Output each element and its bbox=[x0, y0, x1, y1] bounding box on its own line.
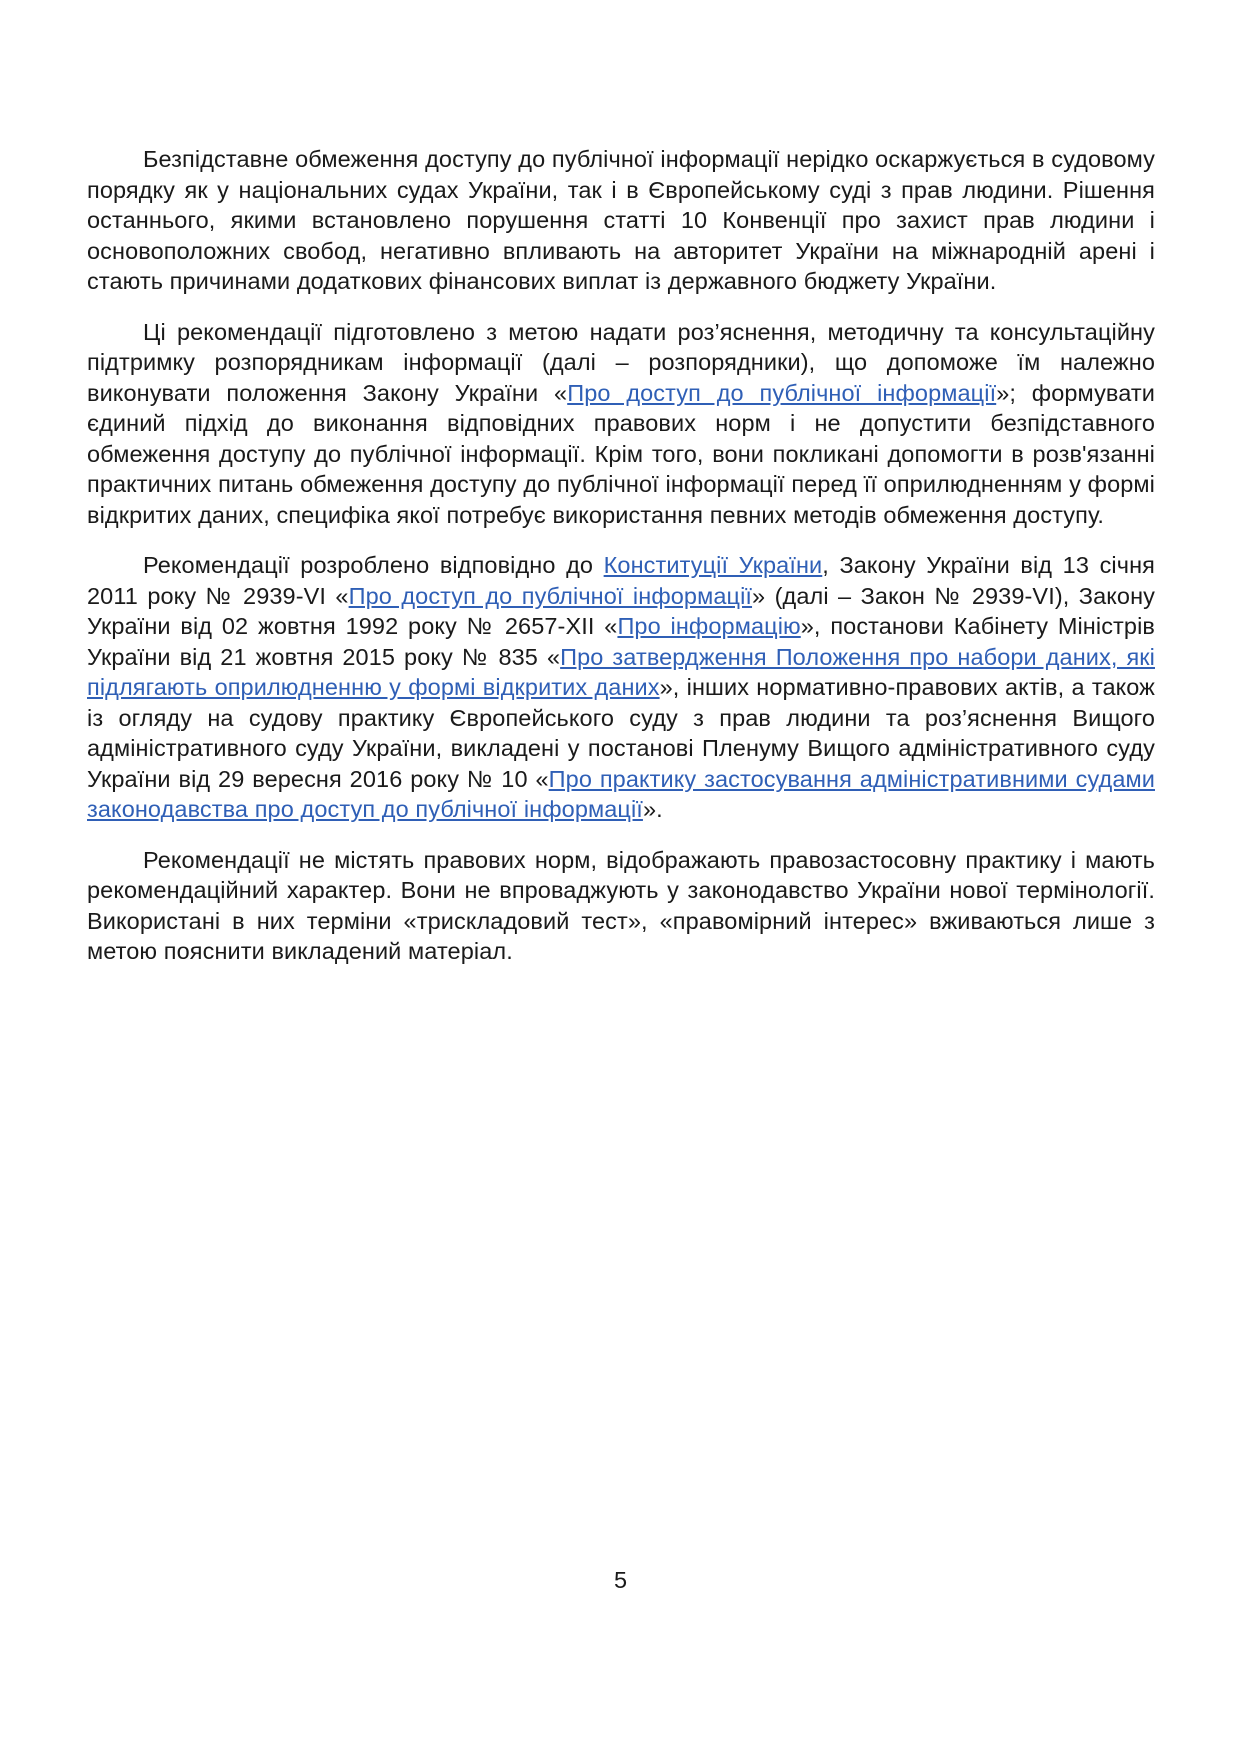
document-body bbox=[87, 144, 1155, 987]
law-link-information[interactable]: Про інформацію bbox=[617, 613, 801, 639]
paragraph-text: Рекомендації розроблено відповідно до bbox=[143, 552, 604, 578]
paragraph-3 bbox=[87, 550, 1155, 825]
paragraph-text: Рекомендації не містять правових норм, відображають правозастосовну практику і мають рекомендаційний характер. Вони не впроваджують у законодавство України нової термінології. Використані в них терміни «трискладовий тест», «правомірний інтерес» вживаються лише з метою пояснити викладений матеріал. bbox=[87, 846, 1155, 964]
law-link-constitution[interactable]: Конституції України bbox=[603, 552, 823, 578]
law-link-access-to-public-information[interactable]: Про доступ до публічної інформації bbox=[567, 379, 997, 406]
paragraph-2 bbox=[87, 317, 1155, 531]
page-number: 5 bbox=[613, 1567, 628, 1593]
paragraph-text: Безпідставне обмеження доступу до публічної інформації нерідко оскаржується в судовому порядку як у національних судах України, так і в Європейському суді з прав людини. Рішення останнього, якими встановлено порушення статті 10 Конвенції про захист прав людини і основоположних свобод, негативно впливають на авторитет України на міжнародній арені і стають причинами додаткових фінансових виплат із державного бюджету України. bbox=[87, 146, 1155, 294]
law-link-access-to-public-information[interactable]: Про доступ до публічної інформації bbox=[348, 582, 753, 609]
paragraph-4 bbox=[87, 845, 1155, 967]
paragraph-text: » (далі – Закон № 2939-VI), Закону України від 02 жовтня 1992 року № 2657-XII « bbox=[87, 582, 1155, 639]
paragraph-text: », інших нормативно-правових актів, а також із огляду на судову практику Європейського суду з прав людини та роз’яснення Вищого адміністративного суду України, викладені у постанові Пленуму Вищого адміністративного суду України від 29 вересня 2016 року № 10 « bbox=[87, 674, 1155, 792]
paragraph-text: , Закону України від 13 січня 2011 року № 2939-VI « bbox=[87, 552, 1155, 609]
paragraph-text: ». bbox=[642, 796, 663, 822]
paragraph-text: », постанови Кабінету Міністрів України від 21 жовтня 2015 року № 835 « bbox=[87, 613, 1155, 670]
law-link-open-data-regulation[interactable]: Про затвердження Положення про набори даних, які підлягають оприлюдненню у формі відкритих даних bbox=[87, 643, 1155, 700]
paragraph-text: Ці рекомендації підготовлено з метою надати роз’яснення, методичну та консультаційну підтримку розпорядникам інформації (далі – розпорядники), що допоможе їм належно виконувати положення Закону України « bbox=[87, 318, 1155, 406]
paragraph-text: »; формувати єдиний підхід до виконання відповідних правових норм і не допустити безпідставного обмеження доступу до публічної інформації. Крім того, вони покликані допомогти в розв'язанні практичних питань обмеження доступу до публічної інформації перед її оприлюдненням у формі відкритих даних, специфіка якої потребує використання певних методів обмеження доступу. bbox=[87, 379, 1155, 528]
law-link-court-practice-resolution[interactable]: Про практику застосування адміністративними судами законодавства про доступ до публічної інформації bbox=[87, 765, 1155, 822]
paragraph-1 bbox=[87, 144, 1155, 297]
